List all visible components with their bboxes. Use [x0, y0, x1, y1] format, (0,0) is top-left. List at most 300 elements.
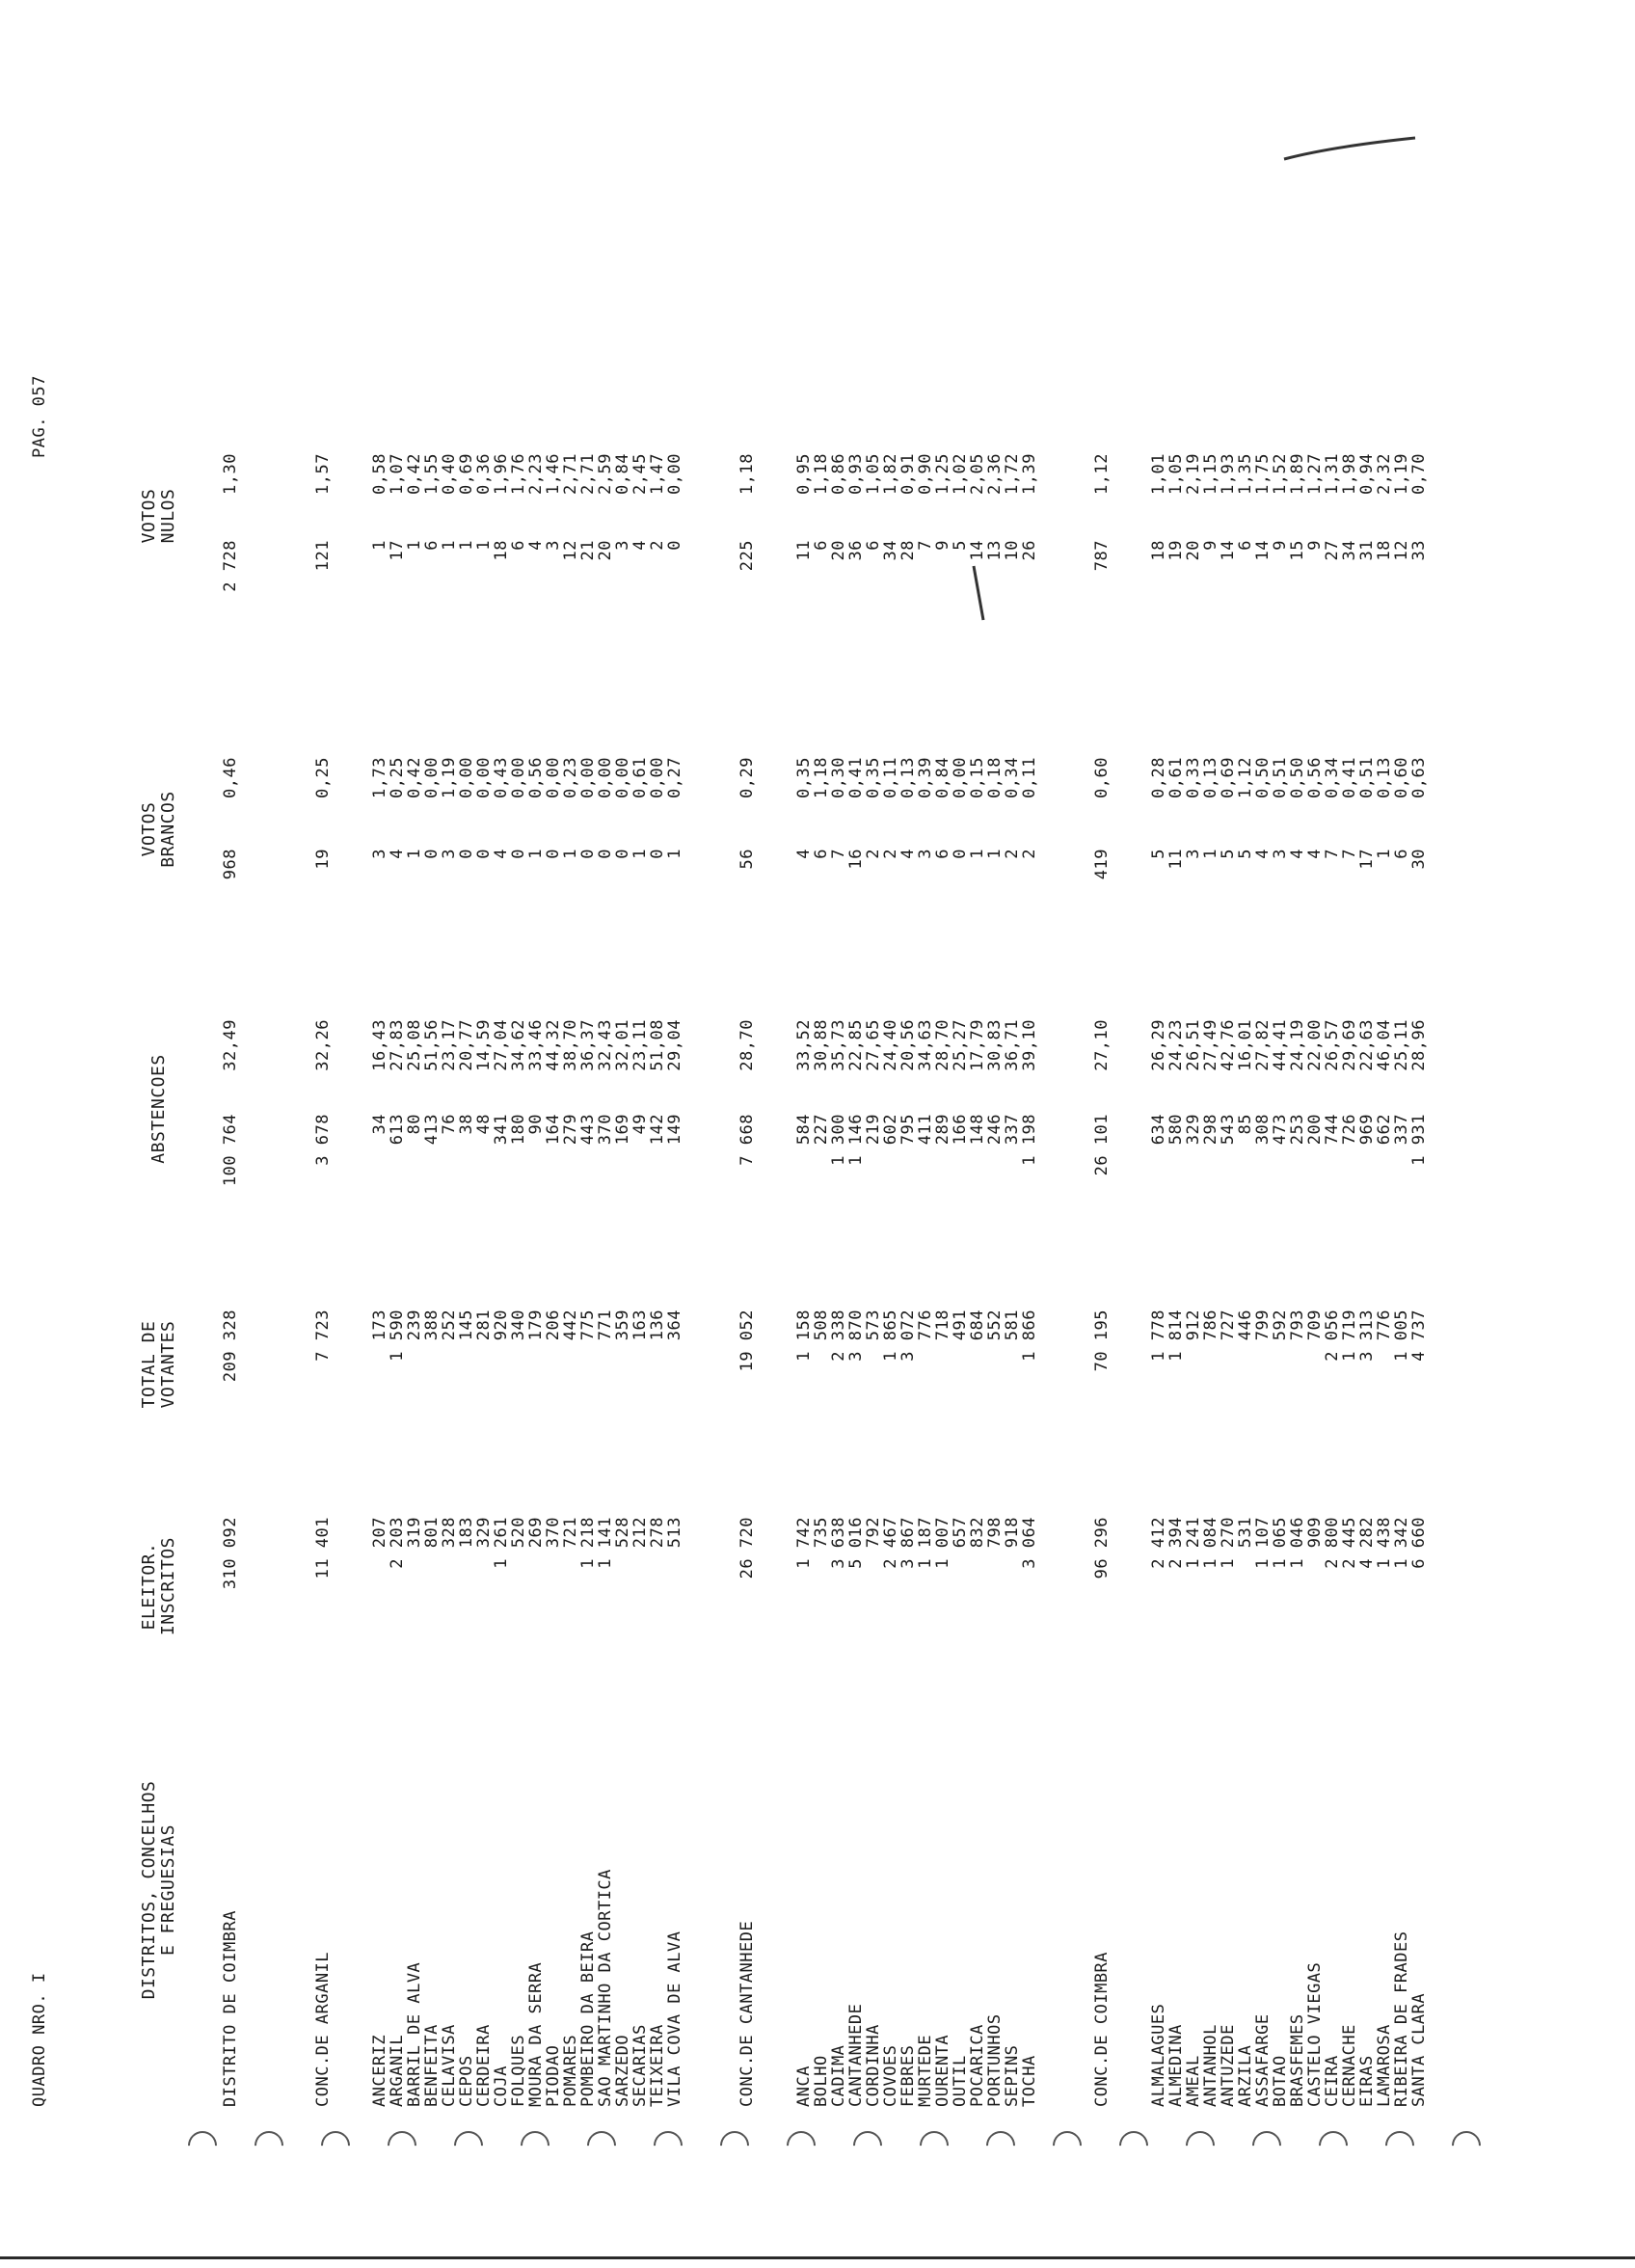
- header-inscritos: ELEITOR. INSCRITOS: [139, 1536, 178, 1636]
- cell-brancos: 16: [846, 849, 866, 870]
- cell-inscritos: 2 467: [881, 1517, 900, 1569]
- cell-abs-pct: 28,70: [737, 1019, 757, 1071]
- row-name: CONC.DE COIMBRA: [1092, 1951, 1112, 2107]
- cell-nulos-pct: 0,91: [898, 453, 918, 495]
- cell-abs: 443: [578, 1114, 598, 1146]
- cell-brancos: 1: [985, 849, 1005, 859]
- cell-brancos: 17: [1357, 849, 1377, 870]
- row-name: BRASFEMES: [1288, 2013, 1307, 2107]
- cell-nulos-pct: 1,57: [313, 453, 333, 495]
- cell-abs-pct: 30,88: [812, 1019, 831, 1071]
- cell-votantes: 775: [578, 1310, 598, 1341]
- cell-brancos-pct: 1,19: [440, 757, 459, 798]
- cell-nulos-pct: 1,05: [1166, 453, 1186, 495]
- cell-nulos: 6: [422, 540, 442, 551]
- cell-brancos: 2: [1020, 849, 1039, 859]
- cell-brancos-pct: 0,00: [648, 757, 667, 798]
- cell-abs-pct: 24,23: [1166, 1019, 1186, 1071]
- cell-nulos-pct: 1,25: [933, 453, 952, 495]
- cell-brancos-pct: 0,50: [1253, 757, 1273, 798]
- cell-votantes: 3 313: [1357, 1310, 1377, 1362]
- cell-nulos-pct: 1,55: [422, 453, 442, 495]
- cell-brancos-pct: 0,28: [1149, 757, 1168, 798]
- row-name: CADIMA: [829, 2044, 848, 2107]
- cell-brancos: 6: [933, 849, 952, 859]
- cell-abs-pct: 20,56: [898, 1019, 918, 1071]
- cell-brancos-pct: 0,60: [1092, 757, 1112, 798]
- cell-nulos-pct: 1,15: [1201, 453, 1220, 495]
- cell-inscritos: 1 241: [1184, 1517, 1203, 1569]
- row-name: LAMAROSA: [1375, 2024, 1394, 2107]
- cell-abs: 543: [1219, 1114, 1238, 1146]
- row-name: SEPINS: [1003, 2044, 1022, 2107]
- cell-nulos-pct: 2,23: [526, 453, 546, 495]
- cell-brancos-pct: 0,27: [665, 757, 684, 798]
- cell-nulos: 6: [864, 540, 883, 551]
- cell-brancos-pct: 0,00: [422, 757, 442, 798]
- cell-votantes: 776: [916, 1310, 935, 1341]
- cell-brancos: 7: [1340, 849, 1359, 859]
- page-edge-line: [0, 2256, 1635, 2259]
- cell-inscritos: 96 296: [1092, 1517, 1112, 1580]
- cell-nulos: 1: [405, 540, 424, 551]
- cell-abs: 341: [492, 1114, 511, 1146]
- cell-votantes: 491: [951, 1310, 970, 1341]
- cell-votantes: 581: [1003, 1310, 1022, 1341]
- cell-nulos: 0: [665, 540, 684, 551]
- cell-brancos-pct: 0,13: [898, 757, 918, 798]
- cell-inscritos: 792: [864, 1517, 883, 1549]
- row-name: SAO MARTINHO DA CORTICA: [596, 1869, 615, 2107]
- cell-abs: 180: [509, 1114, 528, 1146]
- cell-nulos-pct: 0,58: [370, 453, 389, 495]
- cell-nulos: 3: [544, 540, 563, 551]
- cell-nulos-pct: 0,36: [474, 453, 494, 495]
- cell-votantes: 709: [1305, 1310, 1325, 1341]
- cell-abs: 634: [1149, 1114, 1168, 1146]
- cell-abs: 1 300: [829, 1114, 848, 1166]
- cell-nulos-pct: 2,32: [1375, 453, 1394, 495]
- cell-nulos: 21: [578, 540, 598, 561]
- cell-nulos-pct: 1,31: [1323, 453, 1342, 495]
- cell-nulos: 18: [1375, 540, 1394, 561]
- cell-brancos: 0: [578, 849, 598, 859]
- cell-brancos: 4: [388, 849, 407, 859]
- cell-abs-pct: 29,69: [1340, 1019, 1359, 1071]
- row-name: RIBEIRA DE FRADES: [1392, 1930, 1411, 2107]
- cell-votantes: 19 052: [737, 1310, 757, 1372]
- cell-nulos-pct: 1,39: [1020, 453, 1039, 495]
- cell-votantes: 684: [968, 1310, 987, 1341]
- cell-abs: 85: [1236, 1114, 1255, 1135]
- cell-brancos: 7: [829, 849, 848, 859]
- cell-nulos: 1: [474, 540, 494, 551]
- cell-nulos: 26: [1020, 540, 1039, 561]
- cell-abs-pct: 27,10: [1092, 1019, 1112, 1071]
- cell-nulos-pct: 1,47: [648, 453, 667, 495]
- cell-votantes: 2 056: [1323, 1310, 1342, 1362]
- cell-brancos: 4: [794, 849, 814, 859]
- cell-votantes: 508: [812, 1310, 831, 1341]
- row-name: CANTANHEDE: [846, 2003, 866, 2107]
- cell-abs-pct: 32,26: [313, 1019, 333, 1071]
- cell-brancos: 0: [422, 849, 442, 859]
- cell-abs: 227: [812, 1114, 831, 1146]
- cell-inscritos: 1 065: [1271, 1517, 1290, 1569]
- cell-votantes: 912: [1184, 1310, 1203, 1341]
- cell-brancos-pct: 0,25: [388, 757, 407, 798]
- cell-abs-pct: 28,70: [933, 1019, 952, 1071]
- cell-brancos: 6: [812, 849, 831, 859]
- cell-abs-pct: 33,52: [794, 1019, 814, 1071]
- cell-nulos: 14: [968, 540, 987, 561]
- cell-brancos-pct: 0,51: [1357, 757, 1377, 798]
- cell-brancos-pct: 0,00: [951, 757, 970, 798]
- cell-brancos: 4: [492, 849, 511, 859]
- row-name: SARZEDO: [613, 2034, 632, 2107]
- cell-abs-pct: 22,00: [1305, 1019, 1325, 1071]
- cell-votantes: 552: [985, 1310, 1005, 1341]
- cell-abs-pct: 22,85: [846, 1019, 866, 1071]
- cell-brancos: 1: [665, 849, 684, 859]
- punch-hole-icon: [1047, 2125, 1087, 2166]
- cell-nulos: 36: [846, 540, 866, 561]
- cell-abs-pct: 20,77: [457, 1019, 476, 1071]
- cell-votantes: 1 814: [1166, 1310, 1186, 1362]
- row-name: MOURA DA SERRA: [526, 1961, 546, 2107]
- cell-votantes: 1 158: [794, 1310, 814, 1362]
- row-name: BARRIL DE ALVA: [405, 1961, 424, 2107]
- row-name: COJA: [492, 2066, 511, 2107]
- cell-brancos-pct: 0,51: [1271, 757, 1290, 798]
- cell-inscritos: 370: [544, 1517, 563, 1549]
- cell-brancos-pct: 0,60: [1392, 757, 1411, 798]
- cell-votantes: 727: [1219, 1310, 1238, 1341]
- cell-votantes: 2 338: [829, 1310, 848, 1362]
- cell-votantes: 7 723: [313, 1310, 333, 1362]
- cell-brancos: 3: [370, 849, 389, 859]
- cell-inscritos: 3 638: [829, 1517, 848, 1569]
- row-name: CERNACHE: [1340, 2024, 1359, 2107]
- cell-brancos-pct: 0,11: [881, 757, 900, 798]
- cell-abs-pct: 35,73: [829, 1019, 848, 1071]
- cell-inscritos: 1 218: [578, 1517, 598, 1569]
- cell-nulos: 20: [1184, 540, 1203, 561]
- cell-votantes: 388: [422, 1310, 442, 1341]
- cell-brancos-pct: 0,15: [968, 757, 987, 798]
- row-name: CERDEIRA: [474, 2024, 494, 2107]
- cell-votantes: 1 005: [1392, 1310, 1411, 1362]
- cell-votantes: 799: [1253, 1310, 1273, 1341]
- cell-inscritos: 183: [457, 1517, 476, 1549]
- punch-hole-icon: [1113, 2125, 1154, 2166]
- cell-brancos: 1: [405, 849, 424, 859]
- cell-nulos-pct: 1,89: [1288, 453, 1307, 495]
- page-label: QUADRO NRO. I: [30, 1972, 49, 2107]
- cell-votantes: 771: [596, 1310, 615, 1341]
- cell-nulos-pct: 0,69: [457, 453, 476, 495]
- cell-inscritos: 5 016: [846, 1517, 866, 1569]
- cell-votantes: 1 590: [388, 1310, 407, 1362]
- cell-nulos-pct: 1,30: [221, 453, 240, 495]
- punch-hole-icon: [382, 2125, 422, 2166]
- cell-abs-pct: 44,41: [1271, 1019, 1290, 1071]
- cell-abs: 473: [1271, 1114, 1290, 1146]
- cell-abs-pct: 32,01: [613, 1019, 632, 1071]
- row-name: TEIXEIRA: [648, 2024, 667, 2107]
- cell-nulos-pct: 0,86: [829, 453, 848, 495]
- cell-inscritos: 328: [440, 1517, 459, 1549]
- cell-brancos-pct: 0,56: [1305, 757, 1325, 798]
- cell-nulos-pct: 2,36: [985, 453, 1005, 495]
- cell-abs: 795: [898, 1114, 918, 1146]
- cell-abs-pct: 34,63: [916, 1019, 935, 1071]
- cell-brancos: 4: [1288, 849, 1307, 859]
- cell-inscritos: 310 092: [221, 1517, 240, 1590]
- cell-nulos-pct: 1,01: [1149, 453, 1168, 495]
- cell-inscritos: 2 394: [1166, 1517, 1186, 1569]
- cell-abs: 142: [648, 1114, 667, 1146]
- cell-brancos: 2: [1003, 849, 1022, 859]
- punch-hole-icon: [648, 2125, 688, 2166]
- row-name: ARGANIL: [388, 2034, 407, 2107]
- cell-nulos: 34: [1340, 540, 1359, 561]
- cell-votantes: 340: [509, 1310, 528, 1341]
- row-name: SANTA CLARA: [1409, 1992, 1429, 2107]
- cell-abs-pct: 24,40: [881, 1019, 900, 1071]
- cell-inscritos: 1 141: [596, 1517, 615, 1569]
- cell-nulos: 18: [492, 540, 511, 561]
- cell-inscritos: 2 412: [1149, 1517, 1168, 1569]
- cell-brancos-pct: 0,61: [630, 757, 650, 798]
- cell-votantes: 3 072: [898, 1310, 918, 1362]
- cell-abs-pct: 27,49: [1201, 1019, 1220, 1071]
- cell-brancos-pct: 0,41: [1340, 757, 1359, 798]
- cell-abs-pct: 27,65: [864, 1019, 883, 1071]
- cell-abs-pct: 28,96: [1409, 1019, 1429, 1071]
- cell-abs: 370: [596, 1114, 615, 1146]
- cell-nulos-pct: 1,98: [1340, 453, 1359, 495]
- cell-abs: 164: [544, 1114, 563, 1146]
- cell-nulos: 9: [1201, 540, 1220, 551]
- cell-nulos-pct: 1,82: [881, 453, 900, 495]
- ink-stroke: [1282, 135, 1417, 164]
- header-name: DISTRITOS, CONCELHOS E FREGUESIAS: [139, 1780, 178, 2000]
- cell-abs-pct: 34,62: [509, 1019, 528, 1071]
- cell-inscritos: 1 742: [794, 1517, 814, 1569]
- cell-nulos: 20: [596, 540, 615, 561]
- cell-nulos: 9: [1305, 540, 1325, 551]
- cell-votantes: 442: [561, 1310, 580, 1341]
- cell-brancos-pct: 0,56: [526, 757, 546, 798]
- cell-nulos-pct: 0,42: [405, 453, 424, 495]
- cell-abs: 308: [1253, 1114, 1273, 1146]
- cell-abs: 148: [968, 1114, 987, 1146]
- row-name: CONC.DE ARGANIL: [313, 1951, 333, 2107]
- cell-brancos: 2: [864, 849, 883, 859]
- cell-inscritos: 735: [812, 1517, 831, 1549]
- cell-brancos-pct: 0,63: [1409, 757, 1429, 798]
- cell-inscritos: 26 720: [737, 1517, 757, 1580]
- cell-brancos: 6: [1392, 849, 1411, 859]
- cell-abs: 90: [526, 1114, 546, 1135]
- cell-nulos-pct: 1,05: [864, 453, 883, 495]
- header-votantes: TOTAL DE VOTANTES: [139, 1320, 178, 1409]
- row-name: ANTANHOL: [1201, 2024, 1220, 2107]
- cell-abs: 279: [561, 1114, 580, 1146]
- cell-abs: 80: [405, 1114, 424, 1135]
- cell-abs-pct: 30,83: [985, 1019, 1005, 1071]
- cell-nulos-pct: 0,95: [794, 453, 814, 495]
- cell-votantes: 1 865: [881, 1310, 900, 1362]
- cell-abs: 7 668: [737, 1114, 757, 1166]
- punch-hole-icon: [1380, 2125, 1420, 2166]
- cell-inscritos: 278: [648, 1517, 667, 1549]
- cell-nulos: 9: [1271, 540, 1290, 551]
- cell-nulos-pct: 0,93: [846, 453, 866, 495]
- cell-brancos-pct: 1,73: [370, 757, 389, 798]
- cell-brancos: 3: [916, 849, 935, 859]
- cell-inscritos: 1 187: [916, 1517, 935, 1569]
- cell-brancos-pct: 0,18: [985, 757, 1005, 798]
- cell-brancos: 1: [1375, 849, 1394, 859]
- cell-brancos-pct: 0,50: [1288, 757, 1307, 798]
- cell-inscritos: 2 445: [1340, 1517, 1359, 1569]
- cell-votantes: 920: [492, 1310, 511, 1341]
- cell-nulos: 34: [881, 540, 900, 561]
- cell-nulos-pct: 1,93: [1219, 453, 1238, 495]
- cell-abs-pct: 14,59: [474, 1019, 494, 1071]
- cell-abs: 969: [1357, 1114, 1377, 1146]
- cell-abs-pct: 51,08: [648, 1019, 667, 1071]
- row-name: OUTIL: [951, 2055, 970, 2107]
- cell-inscritos: 721: [561, 1517, 580, 1549]
- cell-nulos: 4: [526, 540, 546, 551]
- punch-hole-icon: [249, 2125, 289, 2166]
- cell-votantes: 446: [1236, 1310, 1255, 1341]
- cell-nulos: 33: [1409, 540, 1429, 561]
- row-name: BENFEITA: [422, 2024, 442, 2107]
- cell-abs: 337: [1392, 1114, 1411, 1146]
- row-name: BOTAO: [1271, 2055, 1290, 2107]
- cell-abs-pct: 27,83: [388, 1019, 407, 1071]
- cell-abs-pct: 26,29: [1149, 1019, 1168, 1071]
- row-name: PORTUNHOS: [985, 2013, 1005, 2107]
- cell-nulos-pct: 1,27: [1305, 453, 1325, 495]
- row-name: FEBRES: [898, 2044, 918, 2107]
- cell-votantes: 70 195: [1092, 1310, 1112, 1372]
- cell-inscritos: 1 107: [1253, 1517, 1273, 1569]
- cell-nulos: 4: [630, 540, 650, 551]
- cell-abs-pct: 16,43: [370, 1019, 389, 1071]
- cell-votantes: 281: [474, 1310, 494, 1341]
- cell-nulos-pct: 0,84: [613, 453, 632, 495]
- cell-inscritos: 1 261: [492, 1517, 511, 1569]
- cell-nulos: 1: [440, 540, 459, 551]
- cell-votantes: 163: [630, 1310, 650, 1341]
- cell-abs-pct: 27,04: [492, 1019, 511, 1071]
- cell-nulos-pct: 1,52: [1271, 453, 1290, 495]
- cell-brancos: 0: [509, 849, 528, 859]
- cell-abs-pct: 44,32: [544, 1019, 563, 1071]
- cell-abs-pct: 51,56: [422, 1019, 442, 1071]
- row-name: ASSAFARGE: [1253, 2013, 1273, 2107]
- cell-inscritos: 4 282: [1357, 1517, 1377, 1569]
- cell-inscritos: 1 438: [1375, 1517, 1394, 1569]
- cell-brancos-pct: 0,33: [1184, 757, 1203, 798]
- cell-nulos: 17: [388, 540, 407, 561]
- cell-brancos: 4: [1305, 849, 1325, 859]
- cell-abs: 100 764: [221, 1114, 240, 1187]
- cell-abs: 166: [951, 1114, 970, 1146]
- cell-brancos: 419: [1092, 849, 1112, 880]
- cell-abs: 602: [881, 1114, 900, 1146]
- cell-abs-pct: 27,82: [1253, 1019, 1273, 1071]
- cell-brancos: 4: [1253, 849, 1273, 859]
- cell-nulos-pct: 1,02: [951, 453, 970, 495]
- row-name: COVOES: [881, 2044, 900, 2107]
- cell-abs-pct: 22,63: [1357, 1019, 1377, 1071]
- cell-nulos: 19: [1166, 540, 1186, 561]
- page-number: PAG. 057: [30, 375, 49, 458]
- row-name: CORDINHA: [864, 2024, 883, 2107]
- cell-votantes: 3 870: [846, 1310, 866, 1362]
- cell-brancos: 19: [313, 849, 333, 870]
- cell-abs-pct: 46,04: [1375, 1019, 1394, 1071]
- cell-nulos-pct: 2,71: [561, 453, 580, 495]
- cell-brancos: 3: [1271, 849, 1290, 859]
- cell-nulos: 6: [812, 540, 831, 551]
- punch-hole-icon: [315, 2125, 356, 2166]
- cell-votantes: 718: [933, 1310, 952, 1341]
- row-name: AMEAL: [1184, 2055, 1203, 2107]
- cell-votantes: 173: [370, 1310, 389, 1341]
- cell-abs-pct: 38,70: [561, 1019, 580, 1071]
- cell-nulos-pct: 1,18: [812, 453, 831, 495]
- cell-nulos-pct: 1,19: [1392, 453, 1411, 495]
- cell-votantes: 1 778: [1149, 1310, 1168, 1362]
- cell-abs-pct: 32,49: [221, 1019, 240, 1071]
- cell-votantes: 359: [613, 1310, 632, 1341]
- cell-nulos-pct: 0,90: [916, 453, 935, 495]
- cell-brancos-pct: 0,69: [1219, 757, 1238, 798]
- ink-stroke: [969, 564, 988, 622]
- row-name: CEIRA: [1323, 2055, 1342, 2107]
- cell-nulos: 12: [561, 540, 580, 561]
- cell-abs-pct: 25,27: [951, 1019, 970, 1071]
- row-name: ANCERIZ: [370, 2034, 389, 2107]
- cell-brancos: 1: [1201, 849, 1220, 859]
- cell-inscritos: 513: [665, 1517, 684, 1549]
- cell-nulos: 787: [1092, 540, 1112, 572]
- cell-brancos: 1: [561, 849, 580, 859]
- cell-abs-pct: 25,08: [405, 1019, 424, 1071]
- cell-nulos: 14: [1219, 540, 1238, 561]
- punch-hole-icon: [581, 2125, 622, 2166]
- cell-nulos: 3: [613, 540, 632, 551]
- cell-abs-pct: 39,10: [1020, 1019, 1039, 1071]
- header-abstencoes: ABSTENCOES: [148, 1054, 169, 1164]
- cell-nulos-pct: 1,12: [1092, 453, 1112, 495]
- cell-brancos-pct: 0,42: [405, 757, 424, 798]
- cell-inscritos: 3 867: [898, 1517, 918, 1569]
- cell-abs: 337: [1003, 1114, 1022, 1146]
- cell-nulos: 12: [1392, 540, 1411, 561]
- row-name: ANTUZEDE: [1219, 2024, 1238, 2107]
- cell-inscritos: 207: [370, 1517, 389, 1549]
- cell-votantes: 145: [457, 1310, 476, 1341]
- cell-abs: 584: [794, 1114, 814, 1146]
